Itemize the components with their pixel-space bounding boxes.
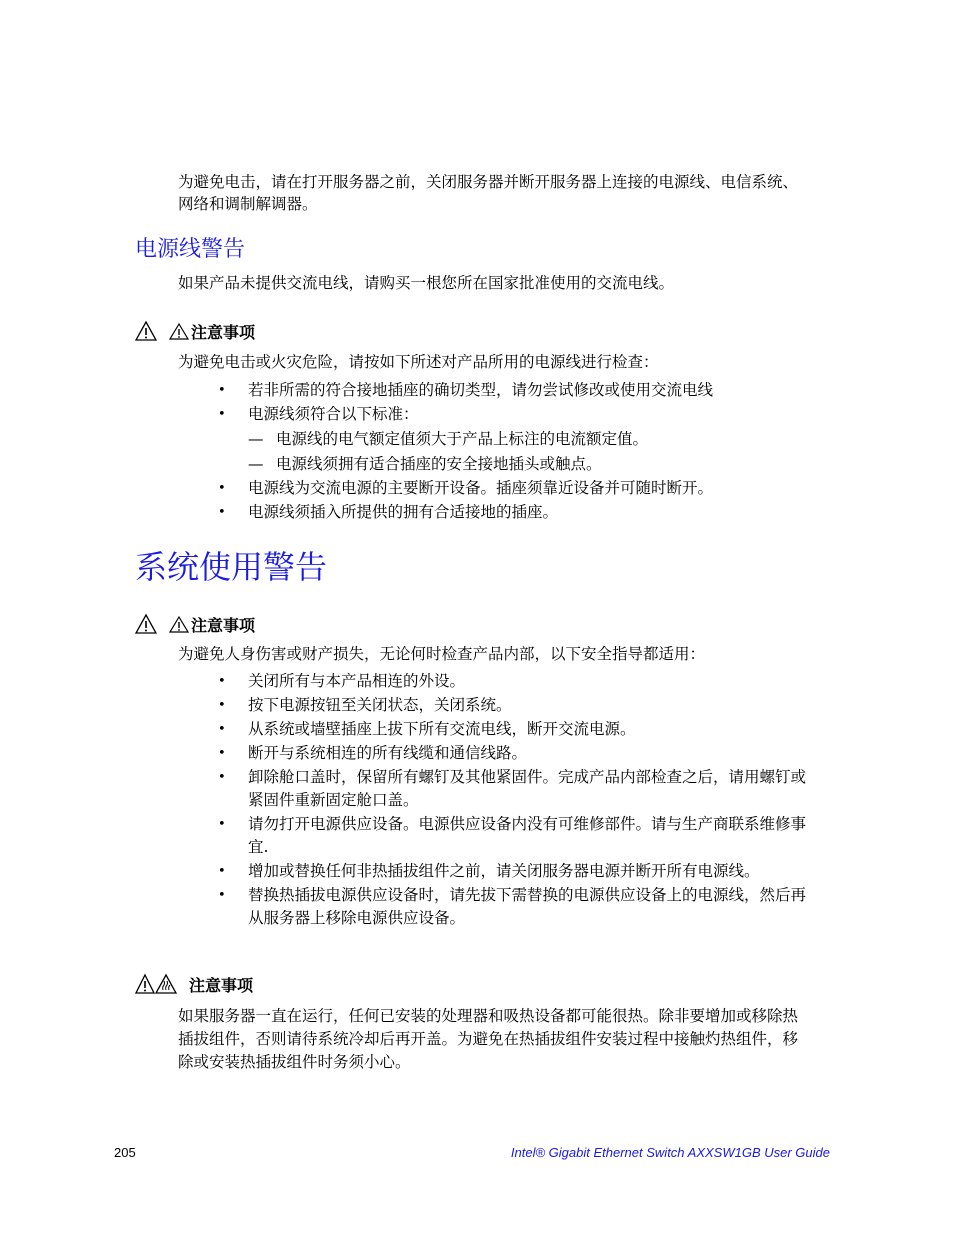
power-cord-bullets-b bbox=[218, 477, 818, 525]
caution-triangle-icon bbox=[135, 320, 157, 342]
hot-caution-text: 如果服务器一直在运行，任何已安装的处理器和吸热设备都可能很热。除非要增加或移除热插拔组件，否则请待系统冷却后再开盖。为避免在热插拔组件安装过程中接触灼热组件，移除或安装热插拔组件时务须小心。 bbox=[178, 1007, 799, 1071]
caution-small-triangle-icon bbox=[169, 321, 189, 341]
system-use-heading: 系统使用警告 bbox=[135, 548, 328, 586]
power-cord-paragraph: 如果产品未提供交流电线，请购买一根您所在国家批准使用的交流电线。 bbox=[178, 274, 675, 292]
list-item: • 替换热插拔电源供应设备时，请先拔下需替换的电源供应设备上的电源线，然后再从服务器上移除电源供应设备。 bbox=[218, 884, 818, 930]
caution-triangle-icon bbox=[135, 973, 155, 995]
list-item: • 增加或替换任何非热插拔组件之前，请关闭服务器电源并断开所有电源线。 bbox=[218, 860, 818, 883]
list-item: • 电源线须插入所提供的拥有合适接地的插座。 bbox=[218, 501, 818, 524]
power-cord-heading: 电源线警告 bbox=[135, 237, 246, 262]
list-item: • 从系统或墙壁插座上拔下所有交流电线，断开交流电源。 bbox=[218, 718, 818, 741]
caution-label: 注意事项 bbox=[191, 322, 256, 342]
caution-label: 注意事项 bbox=[189, 975, 254, 995]
caution-triangle-icon bbox=[135, 613, 157, 635]
list-item: • 关闭所有与本产品相连的外设。 bbox=[218, 670, 818, 693]
dash-mark: — bbox=[248, 430, 264, 448]
system-use-caution-text: 为避免人身伤害或财产损失，无论何时检查产品内部，以下安全指导都适用： bbox=[178, 645, 706, 663]
dash-item bbox=[248, 453, 602, 476]
dash-text: 电源线须拥有适合插座的安全接地插头或触点。 bbox=[276, 455, 602, 473]
list-item: • 卸除舱口盖时，保留所有螺钉及其他紧固件。完成产品内部检查之后，请用螺钉或紧固件重新固定舱口盖。 bbox=[218, 766, 818, 812]
list-item: • 按下电源按钮至关闭状态，关闭系统。 bbox=[218, 694, 818, 717]
system-use-caution bbox=[135, 611, 255, 637]
hot-component-caution bbox=[135, 971, 253, 997]
dash-mark: — bbox=[248, 455, 264, 473]
power-cord-caution bbox=[135, 318, 255, 344]
list-item: • 电源线须符合以下标准： bbox=[218, 403, 818, 426]
dash-text: 电源线的电气额定值须大于产品上标注的电流额定值。 bbox=[276, 430, 649, 448]
hot-surface-icon bbox=[155, 973, 177, 995]
footer-doc-title: Intel® Gigabit Ethernet Switch AXXSW1GB User Guide bbox=[510, 1145, 830, 1160]
power-cord-caution-text: 为避免电击或火灾危险，请按如下所述对产品所用的电源线进行检查： bbox=[178, 353, 659, 371]
caution-label: 注意事项 bbox=[191, 615, 256, 635]
list-item: • 请勿打开电源供应设备。电源供应设备内没有可维修部件。请与生产商联系维修事宜. bbox=[218, 813, 818, 859]
list-item: • 若非所需的符合接地插座的确切类型，请勿尝试修改或使用交流电线 bbox=[218, 379, 818, 402]
page-number: 205 bbox=[114, 1145, 136, 1160]
list-item: • 断开与系统相连的所有线缆和通信线路。 bbox=[218, 742, 818, 765]
system-use-bullets bbox=[218, 670, 818, 931]
power-cord-bullets-a bbox=[218, 379, 818, 427]
list-item: • 电源线为交流电源的主要断开设备。插座须靠近设备并可随时断开。 bbox=[218, 477, 818, 500]
caution-small-triangle-icon bbox=[169, 614, 189, 634]
intro-paragraph: 为避免电击，请在打开服务器之前，关闭服务器并断开服务器上连接的电源线、电信系统、网络和调制解调器。 bbox=[178, 173, 799, 213]
dash-item bbox=[248, 428, 648, 451]
